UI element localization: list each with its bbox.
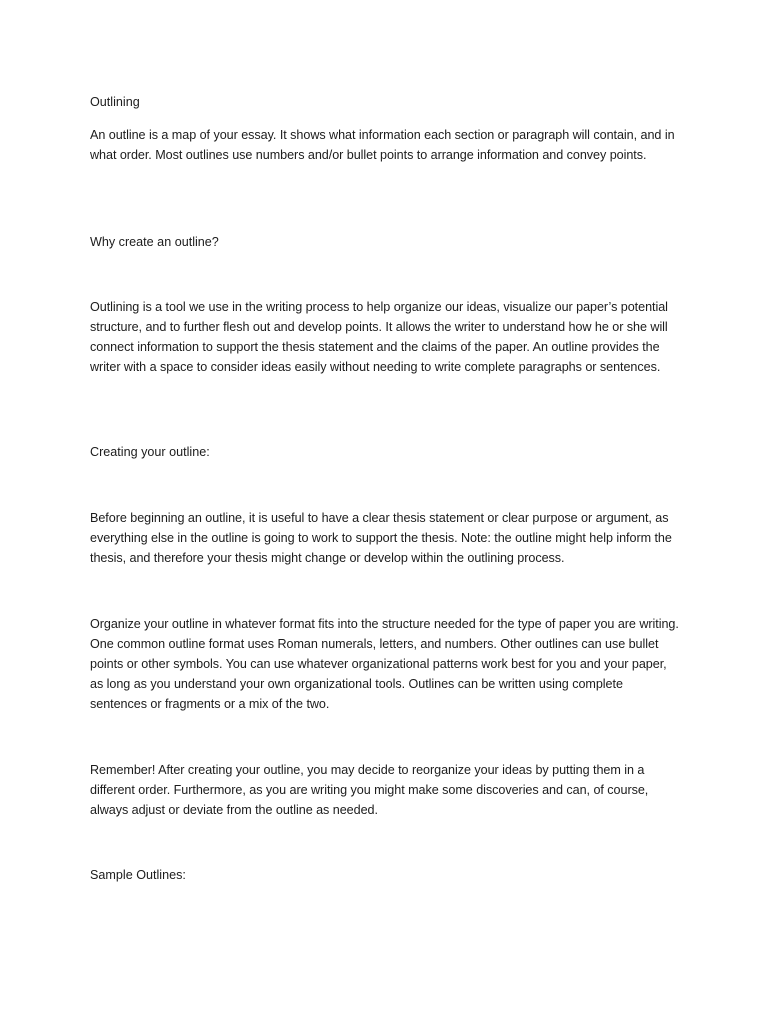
intro-paragraph: An outline is a map of your essay. It shows what information each section or paragraph will contain, and in what order. Most outlines use numbers and/or bullet points to arrange information and convey points. (90, 128, 675, 162)
document-title: Outlining (90, 95, 140, 109)
creating-heading: Creating your outline: (90, 445, 210, 459)
why-heading: Why create an outline? (90, 235, 219, 249)
sample-heading: Sample Outlines: (90, 868, 186, 882)
why-paragraph: Outlining is a tool we use in the writing process to help organize our ideas, visualize our paper’s potential structure, and to further flesh out and develop points. It allows the writer to understand how he or she will connect information to support the thesis statement and the claims of the paper. An outline provides the writer with a space to consider ideas easily without needing to write complete paragraphs or sentences. (90, 300, 668, 374)
remember-paragraph: Remember! After creating your outline, you may decide to reorganize your ideas by putting them in a different order. Furthermore, as you are writing you might make some discoveries and can, of course, always adjust or deviate from the outline as needed. (90, 763, 649, 817)
creating-paragraph-1: Before beginning an outline, it is useful to have a clear thesis statement or clear purpose or argument, as everything else in the outline is going to work to support the thesis. Note: the outline might help inform the thesis, and therefore your thesis might change or develop within the outlining process. (90, 511, 672, 565)
creating-paragraph-2: Organize your outline in whatever format fits into the structure needed for the type of paper you are writing. One common outline format uses Roman numerals, letters, and numbers. Other outlines can use bullet points or other symbols. You can use whatever organizational patterns work best for you and your paper, as long as you understand your own organizational tools. Outlines can be written using complete sentences or fragments or a mix of the two. (90, 617, 679, 711)
